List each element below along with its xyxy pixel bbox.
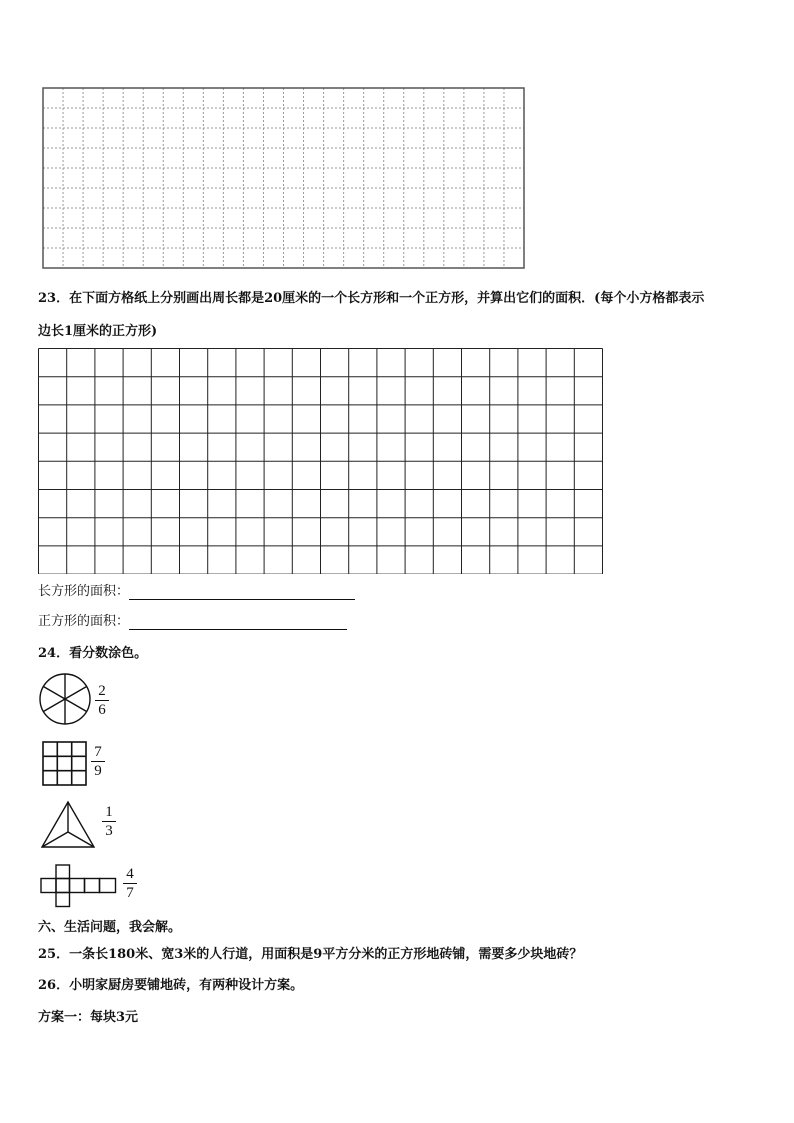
fraction-4-7 — [123, 866, 137, 901]
fraction-denominator: 7 — [126, 885, 134, 901]
triangle-three-parts-shape[interactable] — [40, 800, 96, 850]
square-area-label: 正方形的面积： — [38, 614, 130, 629]
q23-line1: 23．在下面方格纸上分别画出周长都是20厘米的一个长方形和一个正方形，并算出它们的面积．(每个小方格都表示 — [38, 291, 705, 306]
fraction-denominator: 6 — [98, 702, 106, 718]
fraction-2-6 — [95, 683, 109, 718]
fraction-numerator: 4 — [126, 866, 134, 882]
q26-text: 26．小明家厨房要铺地砖，有两种设计方案。 — [38, 978, 304, 993]
rect-area-row — [38, 584, 355, 600]
fraction-denominator: 9 — [94, 763, 102, 779]
fraction-7-9 — [91, 744, 105, 779]
rect-area-label: 长方形的面积： — [38, 584, 130, 599]
fraction-numerator: 7 — [94, 744, 102, 760]
cross-net-seven-squares-shape[interactable] — [40, 864, 124, 908]
fraction-numerator: 2 — [98, 683, 106, 699]
fraction-numerator: 1 — [105, 804, 113, 820]
square-grid — [38, 348, 608, 574]
q26-plan1: 方案一：每块3元 — [38, 1010, 139, 1025]
rect-area-blank[interactable] — [129, 586, 355, 600]
q24-title: 24．看分数涂色。 — [38, 646, 148, 661]
q25-text: 25．一条长180米、宽3米的人行道，用面积是9平方分米的正方形地砖铺，需要多少块地砖？ — [38, 947, 583, 962]
fraction-1-3 — [102, 804, 116, 839]
fraction-denominator: 3 — [105, 823, 113, 839]
circle-six-parts-shape[interactable] — [38, 672, 94, 728]
square-area-blank[interactable] — [129, 616, 347, 630]
three-by-three-grid-shape[interactable] — [42, 741, 88, 787]
q23-line2: 边长1厘米的正方形) — [38, 324, 158, 339]
square-area-row — [38, 614, 347, 630]
section6-title: 六、生活问题，我会解。 — [38, 920, 182, 935]
dotted-grid-top — [42, 87, 526, 271]
